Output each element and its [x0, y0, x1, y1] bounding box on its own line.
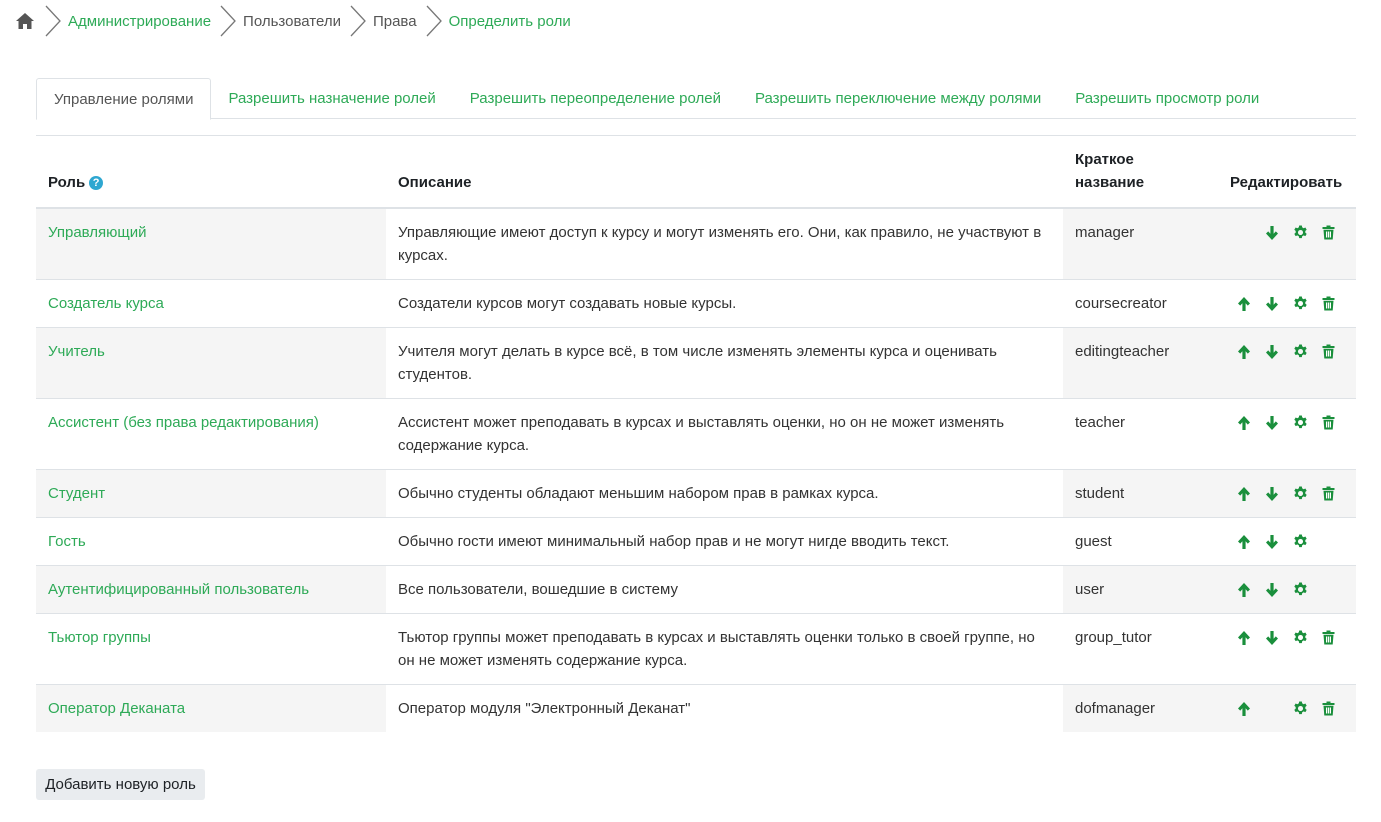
role-actions-cell	[1218, 280, 1356, 328]
role-actions-cell	[1218, 518, 1356, 566]
arrow-up-icon[interactable]	[1230, 697, 1258, 720]
role-description: Оператор модуля "Электронный Деканат"	[398, 700, 691, 717]
role-name-link[interactable]: Создатель курса	[48, 295, 164, 312]
table-row	[36, 685, 1356, 733]
role-description: Ассистент может преподавать в курсах и выставлять оценки, но он не может изменять содержание курса.	[386, 399, 1063, 470]
table-row	[36, 518, 1356, 566]
table-row	[36, 208, 1356, 280]
arrow-up-icon[interactable]	[1230, 411, 1258, 434]
role-actions	[1230, 221, 1344, 244]
breadcrumb-define-roles[interactable]: Определить роли	[448, 12, 571, 30]
trash-icon[interactable]	[1314, 411, 1342, 434]
gear-icon[interactable]	[1286, 340, 1314, 363]
role-description: Учителя могут делать в курсе всё, в том числе изменять элементы курса и оценивать студентов.	[386, 328, 1063, 399]
tab-allow-override[interactable]: Разрешить переопределение ролей	[469, 90, 721, 107]
role-name-link[interactable]: Студент	[48, 485, 106, 502]
header-role	[36, 136, 386, 209]
role-name-cell	[36, 470, 386, 518]
table-header-row	[36, 136, 1356, 209]
gear-icon[interactable]	[1286, 697, 1314, 720]
role-name-link[interactable]: Аутентифицированный пользователь	[48, 581, 310, 598]
role-description: Управляющие имеют доступ к курсу и могут изменять его. Они, как правило, не участвуют в курсах.	[386, 208, 1063, 280]
breadcrumb-users[interactable]: Пользователи	[243, 12, 341, 30]
icon-placeholder	[1258, 697, 1286, 720]
role-name-link[interactable]: Учитель	[48, 343, 105, 360]
roles-table	[36, 135, 1356, 732]
header-edit: Редактировать	[1218, 136, 1356, 209]
table-row	[36, 566, 1356, 614]
role-name-link[interactable]: Управляющий	[48, 224, 147, 241]
tab-bar	[36, 78, 1356, 119]
role-description: Тьютор группы может преподавать в курсах и выставлять оценки только в своей группе, но он не может изменять содержание курса.	[386, 614, 1063, 685]
trash-icon[interactable]	[1314, 482, 1342, 505]
role-shortname: coursecreator	[1063, 280, 1218, 328]
table-row	[36, 470, 1356, 518]
breadcrumb	[14, 4, 571, 38]
arrow-down-icon[interactable]	[1258, 221, 1286, 244]
role-name-cell	[36, 280, 386, 328]
role-actions	[1230, 411, 1344, 434]
role-shortname: student	[1063, 470, 1218, 518]
gear-icon[interactable]	[1286, 411, 1314, 434]
role-actions	[1230, 578, 1344, 601]
table-row	[36, 280, 1356, 328]
role-shortname: dofmanager	[1063, 685, 1218, 733]
table-row	[36, 399, 1356, 470]
role-actions	[1230, 530, 1344, 553]
gear-icon[interactable]	[1286, 482, 1314, 505]
trash-icon[interactable]	[1314, 221, 1342, 244]
gear-icon[interactable]	[1286, 221, 1314, 244]
add-new-role-button[interactable]: Добавить новую роль	[36, 769, 205, 800]
role-actions-cell	[1218, 208, 1356, 280]
role-name-link[interactable]: Гость	[48, 533, 86, 550]
gear-icon[interactable]	[1286, 530, 1314, 553]
role-actions	[1230, 697, 1344, 720]
arrow-up-icon[interactable]	[1230, 578, 1258, 601]
arrow-up-icon[interactable]	[1230, 626, 1258, 649]
arrow-down-icon[interactable]	[1258, 482, 1286, 505]
role-actions	[1230, 340, 1344, 363]
role-description: Все пользователи, вошедшие в систему	[386, 566, 1063, 614]
header-shortname-line1: Краткое	[1075, 151, 1134, 168]
arrow-down-icon[interactable]	[1258, 626, 1286, 649]
role-shortname: guest	[1063, 518, 1218, 566]
role-name-cell	[36, 685, 386, 733]
role-actions-cell	[1218, 566, 1356, 614]
role-name-cell	[36, 399, 386, 470]
tab-manage-roles[interactable]: Управление ролями	[36, 78, 211, 120]
role-shortname: teacher	[1063, 399, 1218, 470]
header-role-label: Роль	[48, 174, 86, 191]
role-actions-cell	[1218, 685, 1356, 733]
arrow-up-icon[interactable]	[1230, 340, 1258, 363]
breadcrumb-administration[interactable]: Администрирование	[68, 12, 212, 30]
gear-icon[interactable]	[1286, 578, 1314, 601]
role-name-cell	[36, 328, 386, 399]
icon-placeholder	[1230, 221, 1258, 244]
arrow-down-icon[interactable]	[1258, 530, 1286, 553]
trash-icon[interactable]	[1314, 340, 1342, 363]
breadcrumb-permissions[interactable]: Права	[372, 12, 417, 30]
role-name-cell	[36, 518, 386, 566]
trash-icon[interactable]	[1314, 697, 1342, 720]
header-description: Описание	[386, 136, 1063, 209]
role-actions	[1230, 626, 1344, 649]
home-icon[interactable]	[14, 10, 36, 32]
role-actions-cell	[1218, 399, 1356, 470]
arrow-down-icon[interactable]	[1258, 578, 1286, 601]
tab-allow-switch[interactable]: Разрешить переключение между ролями	[754, 90, 1042, 107]
role-shortname: manager	[1063, 208, 1218, 280]
arrow-down-icon[interactable]	[1258, 292, 1286, 315]
role-name-cell	[36, 566, 386, 614]
gear-icon[interactable]	[1286, 292, 1314, 315]
chevron-right-icon	[217, 4, 239, 38]
arrow-down-icon[interactable]	[1258, 340, 1286, 363]
role-name-link[interactable]: Ассистент (без права редактирования)	[48, 414, 319, 431]
chevron-right-icon	[42, 4, 64, 38]
header-shortname-line2: название	[1075, 174, 1145, 191]
role-shortname: editingteacher	[1063, 328, 1218, 399]
role-name-link[interactable]: Оператор Деканата	[48, 700, 186, 717]
trash-icon[interactable]	[1314, 292, 1342, 315]
table-row	[36, 328, 1356, 399]
role-description: Обычно гости имеют минимальный набор прав и не могут нигде вводить текст.	[386, 518, 1063, 566]
role-actions-cell	[1218, 614, 1356, 685]
arrow-up-icon[interactable]	[1230, 292, 1258, 315]
role-name-cell	[36, 614, 386, 685]
role-description: Создатели курсов могут создавать новые курсы.	[386, 280, 1063, 328]
arrow-up-icon[interactable]	[1230, 530, 1258, 553]
arrow-up-icon[interactable]	[1230, 482, 1258, 505]
gear-icon[interactable]	[1286, 626, 1314, 649]
trash-icon[interactable]	[1314, 626, 1342, 649]
role-shortname: group_tutor	[1063, 614, 1218, 685]
table-row	[36, 614, 1356, 685]
help-icon[interactable]: ?	[89, 176, 103, 190]
role-actions	[1230, 292, 1344, 315]
chevron-right-icon	[347, 4, 369, 38]
role-name-link[interactable]: Тьютор группы	[48, 629, 151, 646]
role-actions	[1230, 482, 1344, 505]
role-shortname: user	[1063, 566, 1218, 614]
arrow-down-icon[interactable]	[1258, 411, 1286, 434]
header-shortname	[1063, 136, 1218, 209]
role-description: Обычно студенты обладают меньшим набором прав в рамках курса.	[386, 470, 1063, 518]
tab-allow-assign[interactable]: Разрешить назначение ролей	[228, 90, 436, 107]
chevron-right-icon	[423, 4, 445, 38]
role-actions-cell	[1218, 470, 1356, 518]
tab-allow-view[interactable]: Разрешить просмотр роли	[1075, 90, 1260, 107]
role-name-cell	[36, 208, 386, 280]
role-actions-cell	[1218, 328, 1356, 399]
